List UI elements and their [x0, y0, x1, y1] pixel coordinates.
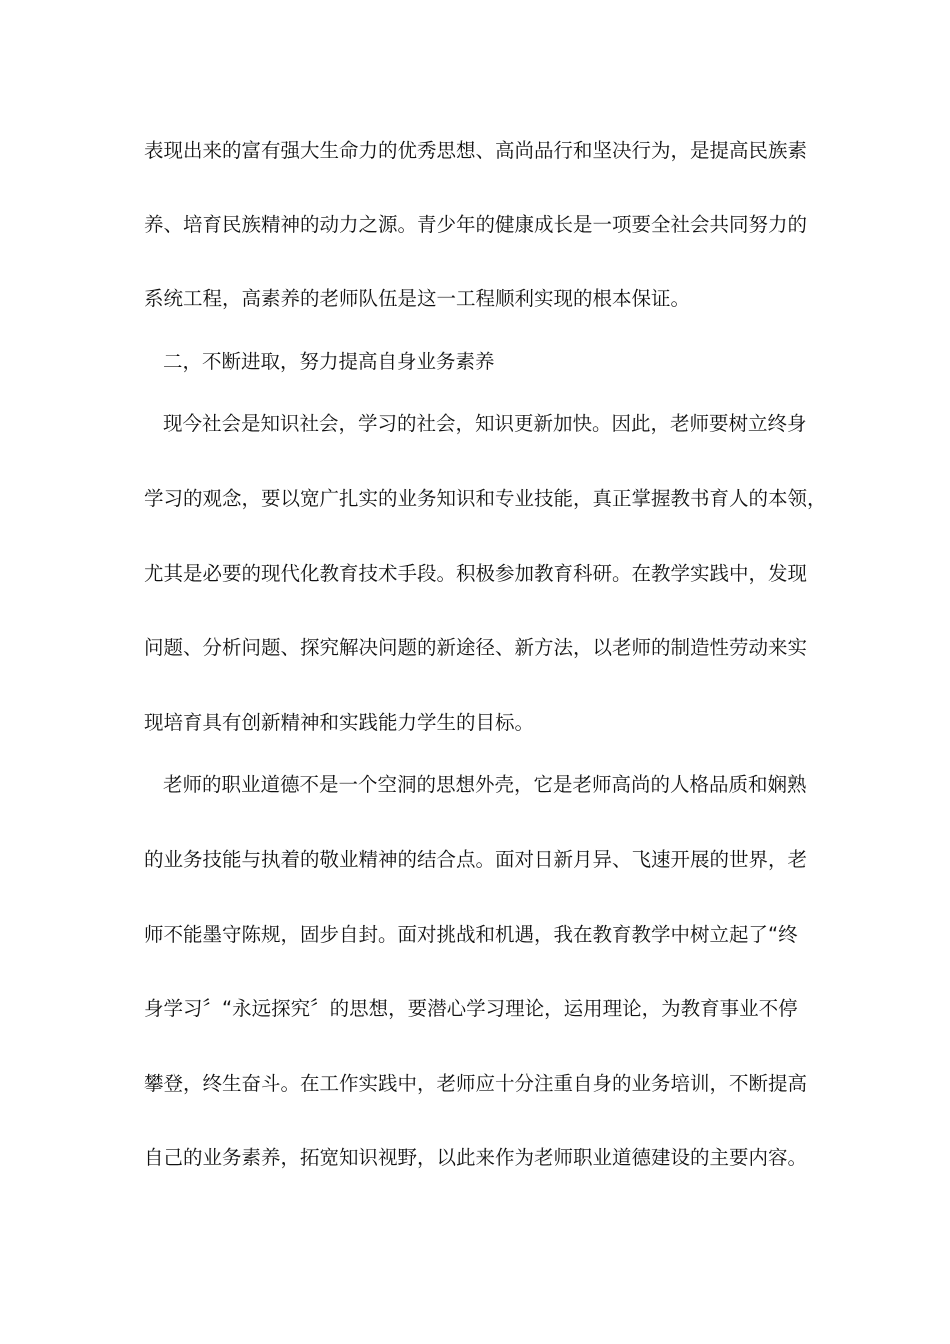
text-line: 学习的观念，要以宽广扎实的业务知识和专业技能，真正掌握教书育人的本领，: [144, 487, 827, 510]
text-line: 问题、分析问题、探究解决问题的新途径、新方法，以老师的制造性劳动来实: [144, 636, 808, 659]
text-line: 现培育具有创新精神和实践能力学生的目标。: [144, 711, 535, 734]
text-line: 自己的业务素养，拓宽知识视野，以此来作为老师职业道德建设的主要内容。: [144, 1146, 808, 1169]
text-line: 现今社会是知识社会，学习的社会，知识更新加快。因此，老师要树立终身: [163, 412, 807, 435]
text-line: 系统工程，高素养的老师队伍是这一工程顺利实现的根本保证。: [144, 287, 691, 310]
text-line: 老师的职业道德不是一个空洞的思想外壳，它是老师高尚的人格品质和娴熟: [163, 773, 807, 796]
text-line: 养、培育民族精神的动力之源。青少年的健康成长是一项要全社会共同努力的: [144, 213, 808, 236]
text-line: 身学习〞“永远探究〞的思想，要潜心学习理论，运用理论，为教育事业不停: [144, 997, 798, 1020]
text-line: 表现出来的富有强大生命力的优秀思想、高尚品行和坚决行为，是提高民族素: [144, 139, 808, 162]
text-line: 师不能墨守陈规，固步自封。面对挑战和机遇，我在教育教学中树立起了“终: [144, 923, 798, 946]
text-line: 尤其是必要的现代化教育技术手段。积极参加教育科研。在教学实践中，发现: [144, 562, 808, 585]
text-line: 攀登，终生奋斗。在工作实践中，老师应十分注重自身的业务培训，不断提高: [144, 1072, 808, 1095]
text-line: 的业务技能与执着的敬业精神的结合点。面对日新月异、飞速开展的世界，老: [144, 848, 808, 871]
section-heading: 二，不断进取，努力提高自身业务素养: [163, 350, 495, 373]
